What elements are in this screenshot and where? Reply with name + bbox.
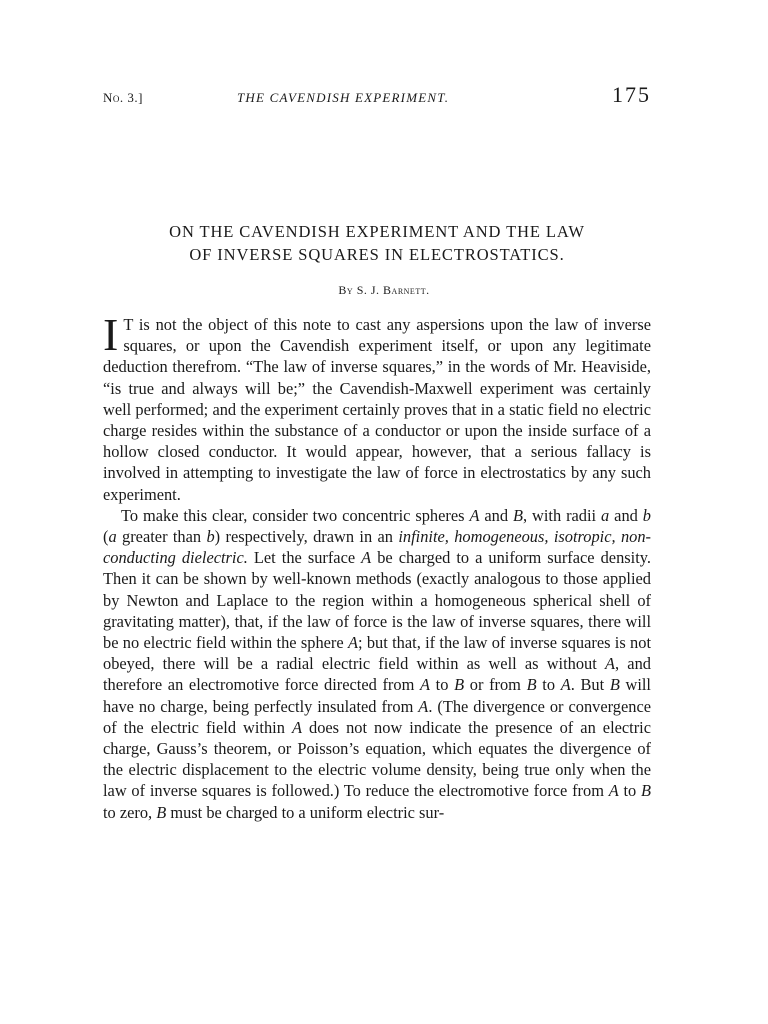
symbol-A: A xyxy=(291,717,302,737)
running-title: THE CAVENDISH EXPERIMENT. xyxy=(237,90,450,105)
text-span: to zero, xyxy=(103,802,157,822)
text-span: Let the surface xyxy=(247,548,362,568)
symbol-B: B xyxy=(609,675,620,695)
text-span: or from xyxy=(464,675,527,695)
symbol-A: A xyxy=(419,675,430,695)
running-head xyxy=(103,82,651,116)
symbol-B: B xyxy=(156,802,167,822)
symbol-A: A xyxy=(605,654,616,674)
article-title-line-2: OF INVERSE SQUARES IN ELECTROSTATICS. xyxy=(189,245,565,264)
text-span: and xyxy=(609,505,643,525)
symbol-b: b xyxy=(206,527,215,547)
article-title-line-1: ON THE CAVENDISH EXPERIMENT AND THE LAW xyxy=(169,222,585,241)
issue-number: No. 3.] xyxy=(103,90,143,105)
text-span: must be charged to a uniform electric sur- xyxy=(166,802,445,822)
symbol-a: a xyxy=(601,505,610,525)
text-span: to xyxy=(618,781,641,801)
text-span: be charged to a uniform surface density. Then it can be shown by well-known methods (exactly analogous to those applied by Newton and Laplace to the region within a homogeneous spherical shell of gravitating matter), that, if the law of force is the law of inverse squares, there will be no electric field within the sphere xyxy=(103,548,651,653)
symbol-A: A xyxy=(560,675,571,695)
symbol-a: a xyxy=(108,527,117,547)
author-byline: By S. J. Barnett. xyxy=(338,283,430,297)
text-span: to xyxy=(430,675,455,695)
text-span: greater than xyxy=(116,527,207,547)
symbol-B: B xyxy=(526,675,537,695)
symbol-A: A xyxy=(418,696,429,716)
symbol-A: A xyxy=(361,548,372,568)
dielectric-phrase: infinite, homogeneous, isotropic, non-conducting dielectric. xyxy=(103,527,652,568)
text-span: and xyxy=(479,505,513,525)
symbol-A: A xyxy=(608,781,619,801)
article-title xyxy=(90,220,664,266)
text-span: . (The divergence or convergence of the electric field within xyxy=(103,696,651,737)
paragraph-1-text: T is not the object of this note to cast any aspersions upon the law of inverse squares, or upon the Cavendish experiment itself, or upon any legitimate deduction therefrom. “The law of inverse squares,” in the words of Mr. Heaviside, “is true and always will be;” the Cavendish-Maxwell experiment was certainly well performed; and the experiment certainly proves that in a static field no electric charge resides within the substance of a conductor or upon the inside surface of a hollow closed conductor. It would appear, however, that a serious fallacy is involved in attempting to investigate the law of force in electrostatics by any such experiment. xyxy=(103,315,651,504)
text-span: ) respectively, drawn in an xyxy=(214,527,399,547)
symbol-B: B xyxy=(454,675,465,695)
symbol-A: A xyxy=(469,505,480,525)
symbol-b: b xyxy=(642,505,651,525)
text-span: . But xyxy=(570,675,610,695)
symbol-A: A xyxy=(347,633,358,653)
paragraph-2 xyxy=(103,505,651,823)
symbol-B: B xyxy=(512,505,523,525)
symbol-B: B xyxy=(640,781,651,801)
text-span: , with radii xyxy=(522,505,602,525)
drop-cap: I xyxy=(103,309,119,360)
text-span: To make this clear, consider two concentric spheres xyxy=(121,505,470,525)
text-span: does not now indicate the presence of an electric charge, Gauss’s theorem, or Poisson’s equation, which equates the divergence of the electric displacement to the electric volume density, being true only when the law of inverse squares is followed.) To reduce the electromotive force from xyxy=(103,717,652,801)
page-number: 175 xyxy=(612,82,651,107)
text-span: , and therefore an electromotive force directed from xyxy=(103,654,651,695)
article-body xyxy=(103,309,652,823)
text-span: ( xyxy=(103,527,109,547)
text-span: ; but that, if the law of inverse squares is not obeyed, there will be a radial electric field within as well as without xyxy=(103,633,651,674)
paragraph-1 xyxy=(103,309,651,505)
text-span: to xyxy=(536,675,561,695)
text-span: will have no charge, being perfectly insulated from xyxy=(103,675,651,716)
